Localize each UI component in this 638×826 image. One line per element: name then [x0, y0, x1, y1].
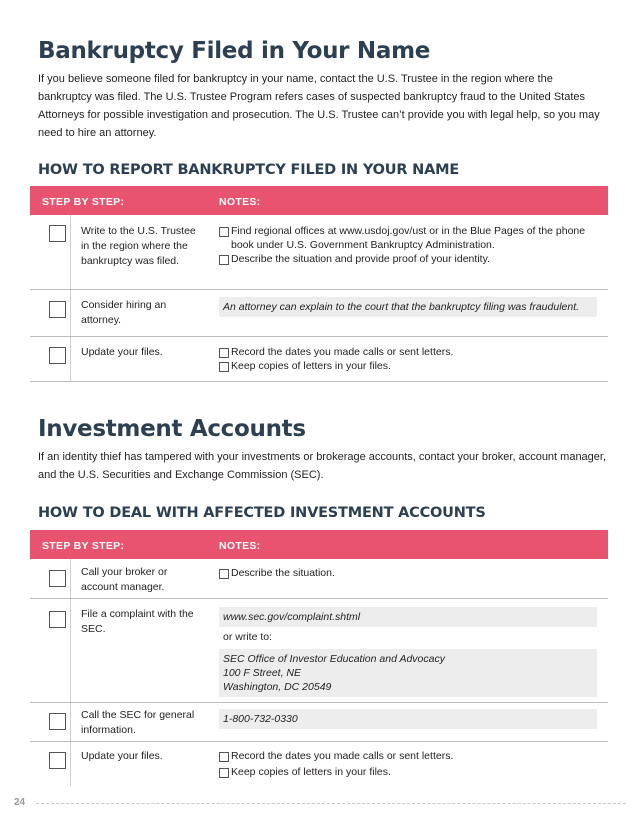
note-item [219, 566, 597, 580]
notes-cell [219, 607, 597, 697]
note-text: Find regional offices at www.usdoj.gov/ust or in the Blue Pages of the phone book under U.S. Government Bankruptcy Administration. [231, 225, 586, 251]
address-line: SEC Office of Investor Education and Advocacy [223, 653, 445, 665]
investment-table-heading: HOW TO DEAL WITH AFFECTED INVESTMENT ACCOUNTS [38, 505, 486, 521]
table-row [30, 703, 608, 742]
note-checkbox[interactable] [219, 227, 229, 237]
investment-heading-wrap [38, 505, 608, 521]
step-checkbox[interactable] [49, 347, 66, 364]
notes-cell [219, 224, 597, 266]
table-header [30, 530, 608, 559]
column-divider [70, 742, 71, 786]
step-checkbox[interactable] [49, 611, 66, 628]
note-item [219, 345, 597, 359]
note-item [219, 252, 597, 266]
column-divider [70, 703, 71, 741]
footer-dashed-rule [36, 803, 626, 804]
step-checkbox[interactable] [49, 301, 66, 318]
table-row [30, 290, 608, 337]
note-checkbox[interactable] [219, 348, 229, 358]
step-text: Update your files. [81, 750, 163, 762]
note-checkbox[interactable] [219, 569, 229, 579]
investment-title: Investment Accounts [38, 416, 306, 442]
notes-cell [219, 345, 597, 373]
note-text: Describe the situation and provide proof of your identity. [231, 253, 490, 265]
step-text: File a complaint with the SEC. [81, 608, 194, 635]
note-text: Describe the situation. [231, 567, 335, 579]
column-divider [70, 290, 71, 336]
note-item [219, 749, 597, 763]
step-checkbox[interactable] [49, 225, 66, 242]
note-checkbox[interactable] [219, 255, 229, 265]
table-row [30, 337, 608, 382]
step-checkbox[interactable] [49, 752, 66, 769]
notes-cell [219, 749, 597, 779]
step-text: Write to the U.S. Trustee in the region where the bankruptcy was filed. [81, 225, 196, 267]
notes-column-header: NOTES: [219, 196, 261, 208]
address-line: 100 F Street, NE [223, 667, 302, 679]
column-divider [70, 599, 71, 702]
bankruptcy-intro: If you believe someone filed for bankruptcy in your name, contact the U.S. Trustee in the region where the bankruptcy was filed. The U.S. Trustee Program refers cases of suspected bankruptcy fraud to the United States Attorneys for possible investigation and prosecution. The U.S. Trustee can’t provide you with legal help, so you may need to hire an attorney. [38, 73, 600, 139]
sec-address [219, 649, 597, 697]
column-divider [70, 559, 71, 598]
notes-column-header: NOTES: [219, 540, 261, 552]
column-divider [70, 337, 71, 381]
note-checkbox[interactable] [219, 768, 229, 778]
step-text: Update your files. [81, 346, 163, 358]
note-text: Keep copies of letters in your files. [231, 766, 391, 778]
page-number: 24 [14, 797, 26, 808]
bankruptcy-table-heading: HOW TO REPORT BANKRUPTCY FILED IN YOUR NAME [38, 162, 460, 178]
notes-cell [219, 566, 597, 580]
table-row [30, 559, 608, 599]
note-text: Record the dates you made calls or sent letters. [231, 346, 454, 358]
step-text: Call the SEC for general information. [81, 709, 195, 736]
step-column-header: STEP BY STEP: [42, 540, 125, 552]
sec-phone-number[interactable]: 1-800-732-0330 [219, 709, 597, 729]
note-item [219, 359, 597, 373]
investment-section [38, 416, 608, 484]
notes-cell [219, 709, 597, 729]
step-checkbox[interactable] [49, 713, 66, 730]
table-header [30, 186, 608, 215]
notes-cell [219, 297, 597, 317]
investment-table [30, 530, 608, 786]
table-row [30, 599, 608, 703]
note-text: Keep copies of letters in your files. [231, 360, 391, 372]
column-divider [70, 215, 71, 289]
bankruptcy-title: Bankruptcy Filed in Your Name [38, 38, 431, 64]
note-checkbox[interactable] [219, 362, 229, 372]
table-row [30, 742, 608, 786]
note-item [219, 224, 597, 252]
step-checkbox[interactable] [49, 570, 66, 587]
note-item [219, 765, 597, 779]
step-text: Consider hiring an attorney. [81, 299, 167, 326]
shaded-note: An attorney can explain to the court that the bankruptcy filing was fraudulent. [219, 297, 597, 317]
note-checkbox[interactable] [219, 752, 229, 762]
bankruptcy-heading-wrap [38, 162, 608, 178]
note-text: Record the dates you made calls or sent letters. [231, 750, 454, 762]
address-line: Washington, DC 20549 [223, 681, 332, 693]
table-row [30, 215, 608, 290]
step-column-header: STEP BY STEP: [42, 196, 125, 208]
bankruptcy-section [38, 38, 608, 142]
investment-intro: If an identity thief has tampered with your investments or brokerage accounts, contact your broker, account manager, and the U.S. Securities and Exchange Commission (SEC). [38, 451, 607, 481]
step-text: Call your broker or account manager. [81, 566, 168, 593]
bankruptcy-table [30, 186, 608, 382]
or-write-text: or write to: [223, 631, 273, 643]
sec-complaint-url[interactable]: www.sec.gov/complaint.shtml [219, 607, 597, 627]
